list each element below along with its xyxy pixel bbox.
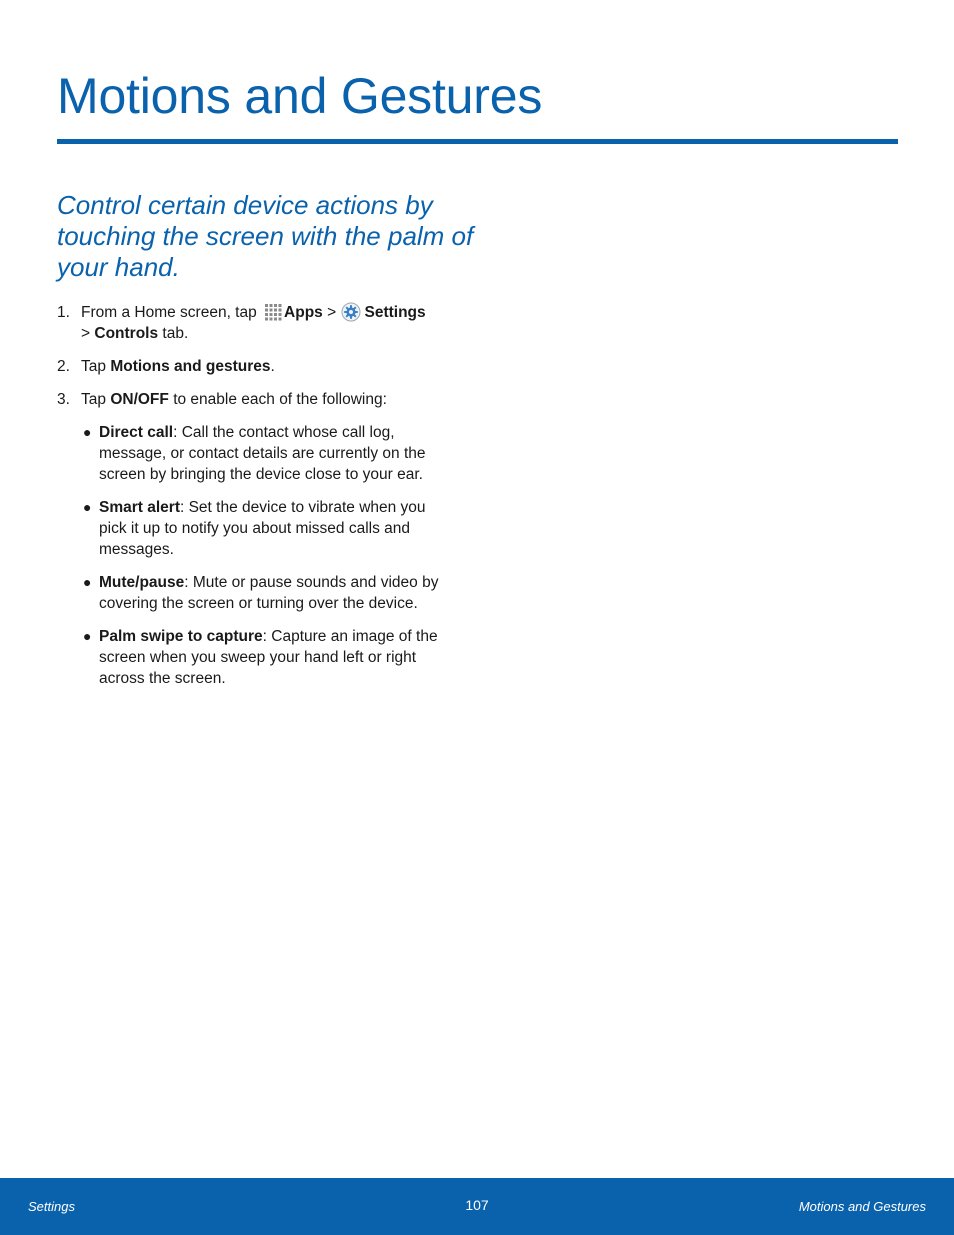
page-number: 107 <box>465 1197 489 1213</box>
step-number: 3. <box>57 391 70 408</box>
bullet-icon: ● <box>83 574 92 590</box>
list-item <box>57 572 457 614</box>
features-list <box>57 422 457 689</box>
controls-label: Controls <box>94 325 159 342</box>
feature-description: : Call the contact whose call log, message, or contact details are currently on the screen by bringing the device close to your ear. <box>99 424 426 483</box>
settings-label: Settings <box>364 304 426 321</box>
motions-gestures-label: Motions and gestures <box>110 358 271 375</box>
step-text: Tap <box>81 391 106 408</box>
step-3 <box>57 389 457 689</box>
step-text: tab. <box>162 325 189 342</box>
page-title: Motions and Gestures <box>57 68 543 124</box>
list-item <box>57 422 457 485</box>
step-text: From a Home screen, tap <box>81 304 257 321</box>
page-footer <box>0 1178 954 1235</box>
feature-description: : Mute or pause sounds and video by covering the screen or turning over the device. <box>99 574 439 612</box>
list-item <box>57 626 457 689</box>
settings-gear-icon <box>341 302 361 322</box>
steps-list <box>57 302 457 701</box>
on-off-label: ON/OFF <box>110 391 169 408</box>
title-divider <box>57 139 898 144</box>
step-2 <box>57 356 457 377</box>
separator: > <box>327 304 337 321</box>
feature-term: Palm swipe to capture <box>99 628 263 645</box>
footer-section: Settings <box>28 1199 75 1214</box>
feature-term: Direct call <box>99 424 174 441</box>
step-text: . <box>270 358 275 375</box>
list-item <box>57 497 457 560</box>
feature-description: : Set the device to vibrate when you pick it up to notify you about missed calls and messages. <box>99 499 426 558</box>
feature-term: Smart alert <box>99 499 180 516</box>
separator: > <box>81 325 91 342</box>
footer-chapter: Motions and Gestures <box>798 1199 926 1214</box>
feature-term: Mute/pause <box>99 574 185 591</box>
step-text: to enable each of the following: <box>173 391 387 408</box>
bullet-icon: ● <box>83 628 92 644</box>
step-1 <box>57 302 457 344</box>
step-text: Tap <box>81 358 106 375</box>
page-subtitle: Control certain device actions by touching the screen with the palm of your hand. <box>57 190 474 282</box>
apps-grid-icon <box>264 303 282 321</box>
feature-description: : Capture an image of the screen when you sweep your hand left or right across the screen. <box>99 628 438 687</box>
step-number: 2. <box>57 358 70 375</box>
apps-label: Apps <box>284 304 323 321</box>
step-number: 1. <box>57 304 70 321</box>
bullet-icon: ● <box>83 424 92 440</box>
bullet-icon: ● <box>83 499 92 515</box>
